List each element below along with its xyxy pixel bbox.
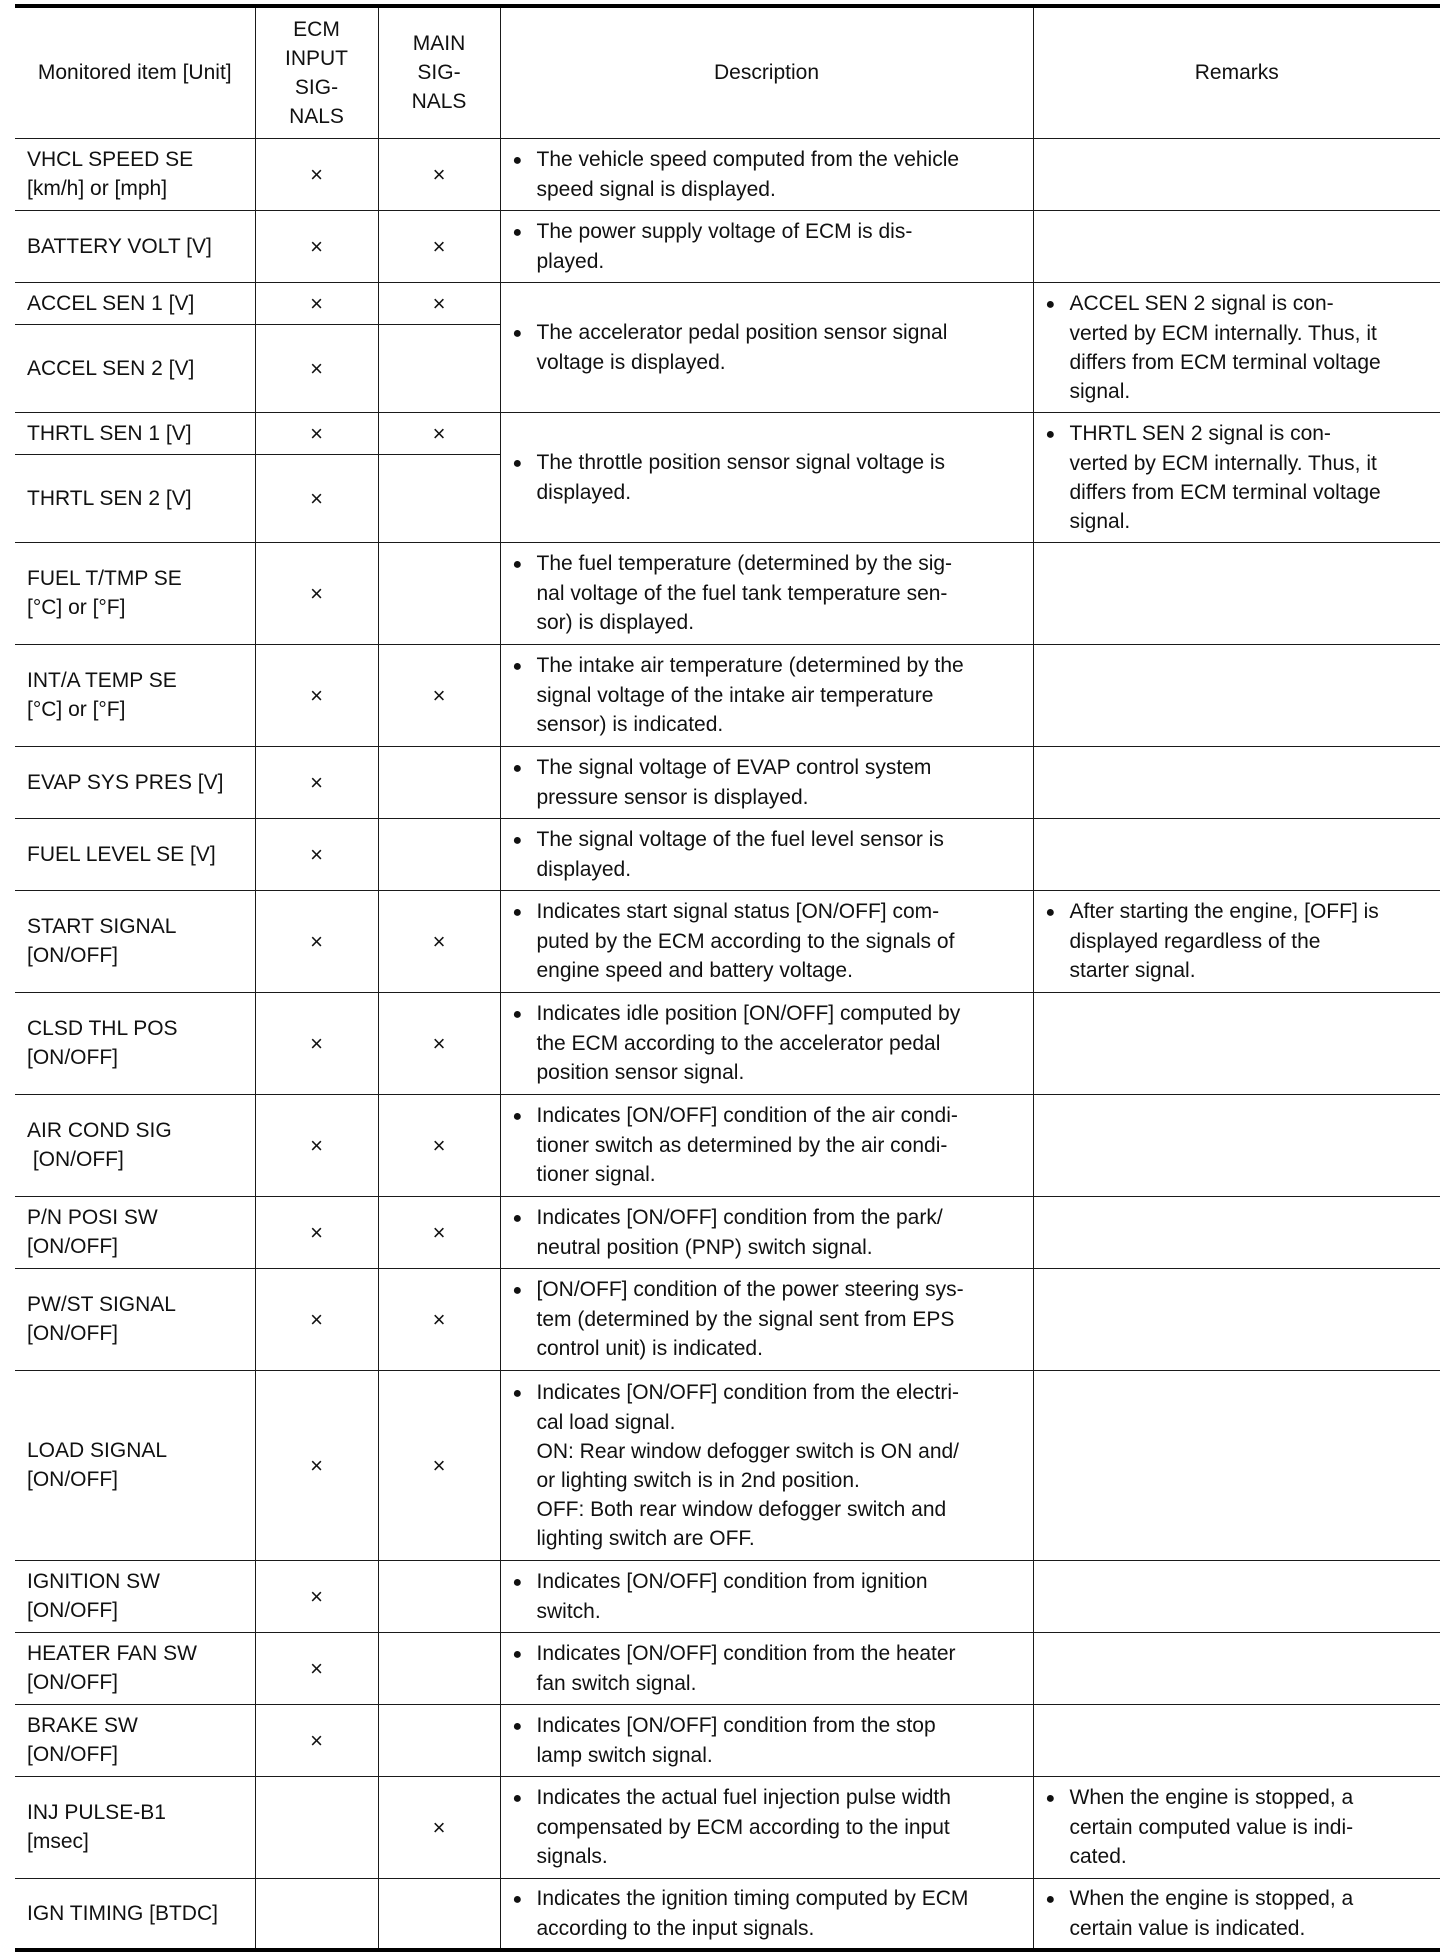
- table-row: [15, 818, 1440, 890]
- main-signal-mark: [378, 746, 500, 818]
- monitored-item-cell: CLSD THL POS [ON/OFF]: [15, 992, 255, 1094]
- monitored-item-cell: AIR COND SIG [ON/OFF]: [15, 1094, 255, 1196]
- description-cell: ● [ON/OFF] condition of the power steering sys- tem (determined by the signal sent from EPS control unit) is indicated.: [500, 1268, 1033, 1370]
- description-cell: ● The fuel temperature (determined by the sig- nal voltage of the fuel tank temperature sen- sor) is displayed.: [500, 542, 1033, 644]
- main-signal-mark: ×: [378, 282, 500, 324]
- remarks-cell: [1033, 818, 1440, 890]
- remarks-cell: [1033, 1704, 1440, 1776]
- main-signal-mark: [378, 1560, 500, 1632]
- monitor-item-table: [15, 4, 1440, 1952]
- main-signal-mark: [378, 1632, 500, 1704]
- monitored-item-cell: ACCEL SEN 1 [V]: [15, 282, 255, 324]
- monitored-item-cell: IGNITION SW [ON/OFF]: [15, 1560, 255, 1632]
- ecm-input-mark: ×: [255, 210, 378, 282]
- ecm-input-mark: ×: [255, 542, 378, 644]
- remarks-cell: [1033, 542, 1440, 644]
- monitored-item-cell: THRTL SEN 1 [V]: [15, 412, 255, 454]
- description-cell: ● Indicates [ON/OFF] condition from the park/ neutral position (PNP) switch signal.: [500, 1196, 1033, 1268]
- table-row: [15, 992, 1440, 1094]
- description-cell: ● Indicates the actual fuel injection pulse width compensated by ECM according to the input signals.: [500, 1776, 1033, 1878]
- header-ecm-input-signals: ECM INPUT SIG- NALS: [255, 6, 378, 138]
- main-signal-mark: ×: [378, 1776, 500, 1878]
- remarks-cell: [1033, 1094, 1440, 1196]
- table-row: [15, 1560, 1440, 1632]
- remarks-cell: [1033, 210, 1440, 282]
- main-signal-mark: ×: [378, 1268, 500, 1370]
- main-signal-mark: [378, 1704, 500, 1776]
- table-row: [15, 1878, 1440, 1950]
- table-row: [15, 890, 1440, 992]
- monitored-item-cell: PW/ST SIGNAL [ON/OFF]: [15, 1268, 255, 1370]
- main-signal-mark: ×: [378, 412, 500, 454]
- main-signal-mark: [378, 818, 500, 890]
- description-cell: ● The intake air temperature (determined by the signal voltage of the intake air temperature sensor) is indicated.: [500, 644, 1033, 746]
- table-row: [15, 1268, 1440, 1370]
- monitored-item-cell: IGN TIMING [BTDC]: [15, 1878, 255, 1950]
- ecm-input-mark: ×: [255, 1560, 378, 1632]
- table-row: [15, 1704, 1440, 1776]
- main-signal-mark: ×: [378, 644, 500, 746]
- remarks-cell: [1033, 992, 1440, 1094]
- description-cell: ● Indicates start signal status [ON/OFF] com- puted by the ECM according to the signals of engine speed and battery voltage.: [500, 890, 1033, 992]
- description-cell: ● The signal voltage of the fuel level sensor is displayed.: [500, 818, 1033, 890]
- main-signal-mark: ×: [378, 1196, 500, 1268]
- ecm-input-mark: ×: [255, 282, 378, 324]
- remarks-cell: ● When the engine is stopped, a certain computed value is indi- cated.: [1033, 1776, 1440, 1878]
- ecm-input-mark: ×: [255, 324, 378, 412]
- ecm-input-mark: ×: [255, 138, 378, 210]
- remarks-cell: ● ACCEL SEN 2 signal is con- verted by ECM internally. Thus, it differs from ECM terminal voltage signal.: [1033, 282, 1440, 412]
- description-cell: ● Indicates [ON/OFF] condition from ignition switch.: [500, 1560, 1033, 1632]
- table-row: [15, 282, 1440, 324]
- description-cell: ● The throttle position sensor signal voltage is displayed.: [500, 412, 1033, 542]
- monitored-item-cell: FUEL T/TMP SE [°C] or [°F]: [15, 542, 255, 644]
- remarks-cell: ● When the engine is stopped, a certain value is indicated.: [1033, 1878, 1440, 1950]
- ecm-input-mark: ×: [255, 644, 378, 746]
- ecm-input-mark: ×: [255, 454, 378, 542]
- header-main-signals: MAIN SIG- NALS: [378, 6, 500, 138]
- main-signal-mark: [378, 454, 500, 542]
- main-signal-mark: ×: [378, 1094, 500, 1196]
- table-row: [15, 1776, 1440, 1878]
- remarks-cell: [1033, 1370, 1440, 1560]
- monitored-item-cell: START SIGNAL [ON/OFF]: [15, 890, 255, 992]
- remarks-cell: [1033, 138, 1440, 210]
- table-row: [15, 1632, 1440, 1704]
- main-signal-mark: ×: [378, 890, 500, 992]
- monitored-item-cell: FUEL LEVEL SE [V]: [15, 818, 255, 890]
- monitored-item-cell: INT/A TEMP SE [°C] or [°F]: [15, 644, 255, 746]
- description-cell: ● Indicates [ON/OFF] condition from the electri- cal load signal. ON: Rear window defogger switch is ON and/ or lighting switch is in 2nd position. OFF: Both rear window defogger switch and lighting switch are OFF.: [500, 1370, 1033, 1560]
- table-row: [15, 746, 1440, 818]
- ecm-input-mark: ×: [255, 992, 378, 1094]
- monitored-item-cell: VHCL SPEED SE [km/h] or [mph]: [15, 138, 255, 210]
- ecm-input-mark: [255, 1776, 378, 1878]
- monitored-item-cell: EVAP SYS PRES [V]: [15, 746, 255, 818]
- description-cell: ● Indicates idle position [ON/OFF] computed by the ECM according to the accelerator pedal position sensor signal.: [500, 992, 1033, 1094]
- monitored-item-cell: P/N POSI SW [ON/OFF]: [15, 1196, 255, 1268]
- ecm-input-mark: ×: [255, 1268, 378, 1370]
- remarks-cell: [1033, 1560, 1440, 1632]
- main-signal-mark: [378, 324, 500, 412]
- header-monitored-item: Monitored item [Unit]: [15, 6, 255, 138]
- ecm-input-mark: [255, 1878, 378, 1950]
- main-signal-mark: [378, 542, 500, 644]
- remarks-cell: ● THRTL SEN 2 signal is con- verted by ECM internally. Thus, it differs from ECM terminal voltage signal.: [1033, 412, 1440, 542]
- ecm-input-mark: ×: [255, 412, 378, 454]
- description-cell: ● Indicates the ignition timing computed by ECM according to the input signals.: [500, 1878, 1033, 1950]
- table-row: [15, 644, 1440, 746]
- ecm-input-mark: ×: [255, 1704, 378, 1776]
- table-row: [15, 542, 1440, 644]
- table-row: [15, 412, 1440, 454]
- header-remarks: Remarks: [1033, 6, 1440, 138]
- table-row: [15, 1196, 1440, 1268]
- main-signal-mark: ×: [378, 138, 500, 210]
- description-cell: ● Indicates [ON/OFF] condition from the stop lamp switch signal.: [500, 1704, 1033, 1776]
- remarks-cell: [1033, 1196, 1440, 1268]
- monitored-item-cell: BATTERY VOLT [V]: [15, 210, 255, 282]
- description-cell: ● The signal voltage of EVAP control system pressure sensor is displayed.: [500, 746, 1033, 818]
- remarks-cell: [1033, 746, 1440, 818]
- monitored-item-cell: HEATER FAN SW [ON/OFF]: [15, 1632, 255, 1704]
- main-signal-mark: [378, 1878, 500, 1950]
- remarks-cell: ● After starting the engine, [OFF] is displayed regardless of the starter signal.: [1033, 890, 1440, 992]
- table-row: [15, 1370, 1440, 1560]
- monitored-item-cell: THRTL SEN 2 [V]: [15, 454, 255, 542]
- monitored-item-cell: BRAKE SW [ON/OFF]: [15, 1704, 255, 1776]
- table-row: [15, 138, 1440, 210]
- remarks-cell: [1033, 1268, 1440, 1370]
- ecm-input-mark: ×: [255, 1196, 378, 1268]
- main-signal-mark: ×: [378, 992, 500, 1094]
- table-row: [15, 1094, 1440, 1196]
- remarks-cell: [1033, 644, 1440, 746]
- main-signal-mark: ×: [378, 210, 500, 282]
- description-cell: ● Indicates [ON/OFF] condition from the heater fan switch signal.: [500, 1632, 1033, 1704]
- monitored-item-cell: ACCEL SEN 2 [V]: [15, 324, 255, 412]
- ecm-input-mark: ×: [255, 746, 378, 818]
- table-header-row: [15, 6, 1440, 138]
- monitored-item-cell: INJ PULSE-B1 [msec]: [15, 1776, 255, 1878]
- ecm-input-mark: ×: [255, 1370, 378, 1560]
- description-cell: ● The vehicle speed computed from the vehicle speed signal is displayed.: [500, 138, 1033, 210]
- description-cell: ● Indicates [ON/OFF] condition of the air condi- tioner switch as determined by the air condi- tioner signal.: [500, 1094, 1033, 1196]
- table-row: [15, 210, 1440, 282]
- ecm-input-mark: ×: [255, 1094, 378, 1196]
- header-description: Description: [500, 6, 1033, 138]
- ecm-input-mark: ×: [255, 818, 378, 890]
- ecm-input-mark: ×: [255, 1632, 378, 1704]
- ecm-input-mark: ×: [255, 890, 378, 992]
- description-cell: ● The accelerator pedal position sensor signal voltage is displayed.: [500, 282, 1033, 412]
- main-signal-mark: ×: [378, 1370, 500, 1560]
- description-cell: ● The power supply voltage of ECM is dis- played.: [500, 210, 1033, 282]
- monitored-item-cell: LOAD SIGNAL [ON/OFF]: [15, 1370, 255, 1560]
- remarks-cell: [1033, 1632, 1440, 1704]
